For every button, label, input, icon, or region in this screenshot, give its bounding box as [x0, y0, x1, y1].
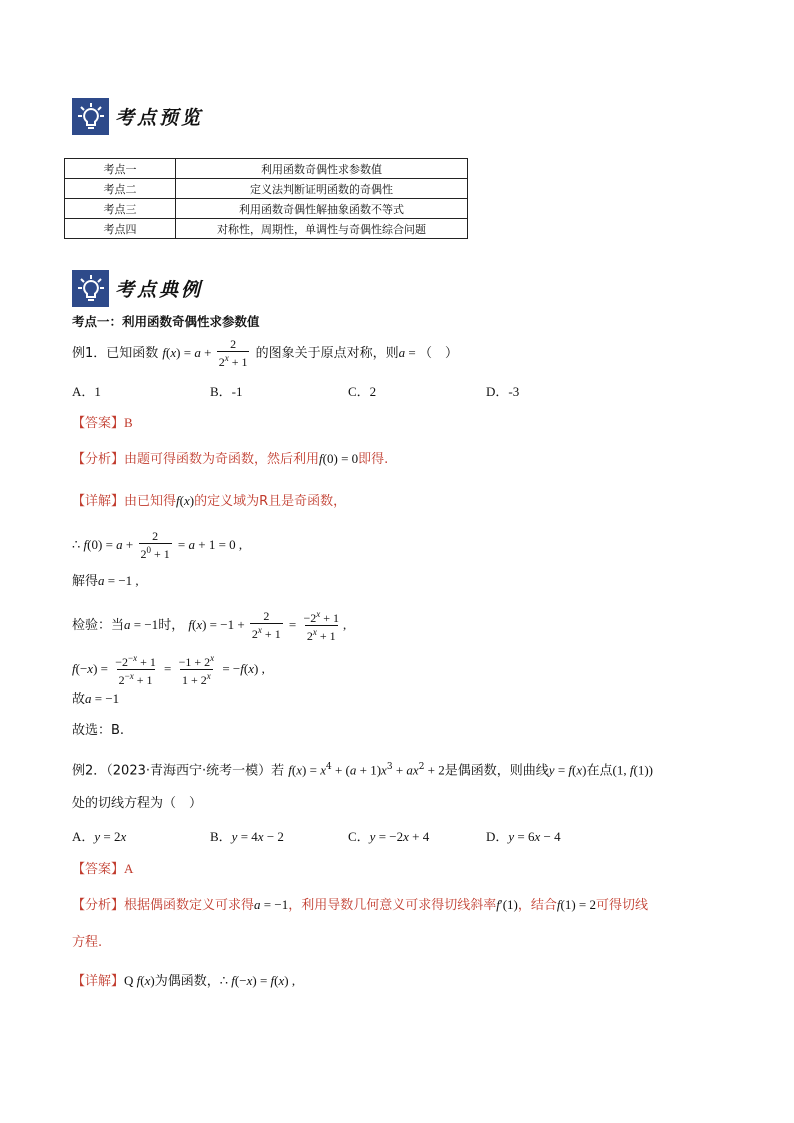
overview-row: [65, 219, 468, 239]
topic1-heading: 考点一：利用函数奇偶性求参数值: [72, 314, 260, 329]
ex2-analysis: 【分析】根据偶函数定义可求得a = −1，利用导数几何意义可求得切线斜率f′(1)，结合f(1) = 2可得切线: [72, 897, 649, 913]
ex2-answer: 【答案】A: [72, 861, 134, 877]
overview-topic-content: 对称性，周期性，单调性与奇偶性综合问题: [176, 219, 468, 239]
overview-row: [65, 179, 468, 199]
ex2-option-a: A．y = 2x: [72, 829, 127, 844]
ex1-detail: 【详解】由已知得f(x)的定义域为R且是奇函数，: [72, 493, 347, 509]
ex2-option-d: D．y = 6x − 4: [486, 829, 561, 844]
ex2-question: 例2．（2023·青海西宁·统考一模）若 $f(x) = x^4 + (a + 1)x^3 + ax^2 + 2$是偶函数，则曲线y = f(x)在点(1, f(1)): [72, 762, 653, 779]
ex1-answer: 【答案】B: [72, 415, 133, 431]
overview-row: [65, 159, 468, 179]
overview-topic-label: 考点三: [65, 199, 176, 219]
lightbulb-icon: [72, 98, 109, 135]
examples-section-header: [72, 268, 203, 308]
ex1-check: 检验：当a = −1时， f(x) = −1 + $\frac{2}{2^x + 1}$ = $\frac{-2^x + 1}{2^x + 1}$ ,: [72, 609, 347, 643]
overview-topic-content: 利用函数奇偶性解抽象函数不等式: [176, 199, 468, 219]
ex2-analysis-line2: 方程.: [72, 935, 103, 950]
ex1-choose: 故选：B.: [72, 723, 125, 738]
ex1-option-c: C．2: [348, 384, 377, 399]
ex1-option-b: B．-1: [210, 384, 243, 399]
overview-topic-label: 考点四: [65, 219, 176, 239]
overview-section-header: [72, 96, 203, 136]
overview-topic-label: 考点二: [65, 179, 176, 199]
ex1-f-neg-x: f(−x) = $\frac{-2^{-x} + 1}{2^{-x} + 1}$ = $\frac{-1 + 2^x}{1 + 2^x}$ = −f(x) ,: [72, 653, 265, 687]
overview-title: 考点预览: [115, 106, 204, 129]
lightbulb-icon: [72, 270, 109, 307]
ex1-so: 故a = −1: [72, 691, 120, 707]
ex1-question: 例1．已知函数 f(x) = a + $\frac{2}{2^x + 1}$ 的图象关于原点对称，则a = （ ）: [72, 337, 458, 369]
ex2-question-line2: 处的切线方程为（ ）: [72, 796, 203, 811]
ex1-solve: 解得a = −1 ,: [72, 573, 139, 589]
ex2-option-c: C．y = −2x + 4: [348, 829, 430, 844]
examples-title: 考点典例: [115, 278, 204, 301]
ex1-option-d: D．-3: [486, 384, 520, 399]
overview-table: [64, 158, 468, 239]
overview-row: [65, 199, 468, 219]
ex2-option-b: B．y = 4x − 2: [210, 829, 284, 844]
ex1-step-f0: ∴ f(0) = a + $\frac{2}{2^0 + 1}$ = a + 1 = 0 ,: [72, 529, 243, 561]
overview-topic-content: 定义法判断证明函数的奇偶性: [176, 179, 468, 199]
overview-topic-label: 考点一: [65, 159, 176, 179]
ex1-analysis: 【分析】由题可得函数为奇函数，然后利用f(0) = 0即得.: [72, 451, 389, 467]
ex2-detail: 【详解】Q f(x)为偶函数，∴ f(−x) = f(x) ,: [72, 973, 296, 989]
overview-topic-content: 利用函数奇偶性求参数值: [176, 159, 468, 179]
ex1-option-a: A．1: [72, 384, 101, 399]
